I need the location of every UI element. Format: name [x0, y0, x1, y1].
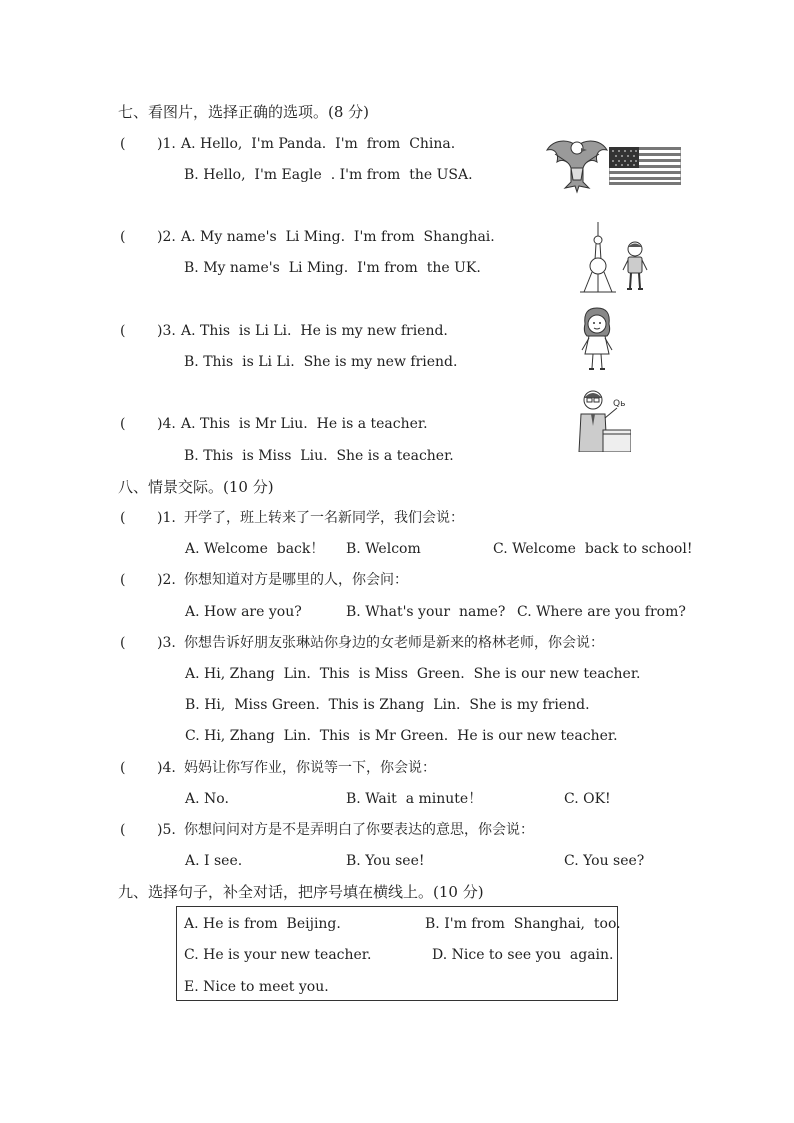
option-b: B. Hello, I'm Eagle . I'm from the USA.: [184, 167, 473, 183]
option-a: A. Welcome back！: [185, 541, 325, 557]
tv-tower-image: [580, 222, 616, 294]
question-prompt: 你想告诉好朋友张琳站你身边的女老师是新来的格林老师，你会说：: [184, 635, 604, 651]
option-a: A. I see.: [185, 853, 243, 869]
option-b: B. Hi, Miss Green. This is Zhang Lin. She is my friend.: [185, 697, 590, 713]
question-prompt: 开学了，班上转来了一名新同学，我们会说：: [184, 510, 464, 526]
answer-blank[interactable]: (: [120, 323, 126, 339]
section9-heading: 九、选择句子，补全对话，把序号填在横线上。(10 分): [118, 883, 484, 901]
answer-blank[interactable]: (: [120, 760, 126, 776]
choice-item: D. Nice to see you again.: [432, 947, 614, 963]
question-prompt: 妈妈让你写作业，你说等一下，你会说：: [184, 760, 436, 776]
answer-blank[interactable]: (: [120, 229, 126, 245]
option-b: B. You see!: [346, 853, 425, 869]
option-a: A. Hello, I'm Panda. I'm from China.: [181, 136, 456, 152]
option-b: B. Wait a minute！: [346, 791, 483, 807]
usa-flag-image: [609, 147, 681, 185]
option-a: A. My name's Li Ming. I'm from Shanghai.: [181, 229, 495, 245]
choice-item: B. I'm from Shanghai, too.: [425, 916, 621, 932]
option-a: A. This is Mr Liu. He is a teacher.: [181, 416, 428, 432]
option-b: B. What's your name?: [346, 604, 506, 620]
option-c: C. You see?: [564, 853, 645, 869]
question-number: )2.: [157, 572, 176, 588]
option-b: B. This is Miss Liu. She is a teacher.: [184, 448, 454, 464]
question-number: )3.: [157, 635, 176, 651]
answer-blank[interactable]: (: [120, 822, 126, 838]
option-c: C. Welcome back to school!: [493, 541, 693, 557]
eagle-image: [545, 132, 609, 196]
question-number: )1.: [157, 136, 176, 152]
question-number: )3.: [157, 323, 176, 339]
option-c: C. Where are you from?: [517, 604, 686, 620]
choice-item: A. He is from Beijing.: [184, 916, 341, 932]
question-number: )4.: [157, 416, 176, 432]
answer-blank[interactable]: (: [120, 635, 126, 651]
answer-blank[interactable]: (: [120, 510, 126, 526]
question-number: )2.: [157, 229, 176, 245]
option-a: A. Hi, Zhang Lin. This is Miss Green. She is our new teacher.: [185, 666, 641, 682]
question-number: )5.: [157, 822, 176, 838]
choice-item: C. He is your new teacher.: [184, 947, 372, 963]
answer-blank[interactable]: (: [120, 136, 126, 152]
option-c: C. OK!: [564, 791, 611, 807]
svg-text:Qь: Qь: [613, 399, 626, 409]
section8-heading: 八、情景交际。(10 分): [118, 478, 274, 496]
answer-blank[interactable]: (: [120, 416, 126, 432]
option-b: B. My name's Li Ming. I'm from the UK.: [184, 260, 481, 276]
question-prompt: 你想问问对方是不是弄明白了你要表达的意思，你会说：: [184, 822, 534, 838]
boy-image: [620, 240, 650, 292]
teacher-image: [577, 386, 631, 452]
option-b: B. This is Li Li. She is my new friend.: [184, 354, 458, 370]
choice-item: E. Nice to meet you.: [184, 979, 329, 995]
question-number: )1.: [157, 510, 176, 526]
option-c: C. Hi, Zhang Lin. This is Mr Green. He is our new teacher.: [185, 728, 618, 744]
option-a: A. No.: [185, 791, 229, 807]
girl-image: [577, 306, 617, 372]
option-a: A. This is Li Li. He is my new friend.: [181, 323, 448, 339]
question-number: )4.: [157, 760, 176, 776]
section7-heading: 七、看图片，选择正确的选项。(8 分): [118, 103, 370, 121]
option-b: B. Welcom: [346, 541, 421, 557]
answer-blank[interactable]: (: [120, 572, 126, 588]
option-a: A. How are you?: [185, 604, 302, 620]
question-prompt: 你想知道对方是哪里的人，你会问：: [184, 572, 408, 588]
